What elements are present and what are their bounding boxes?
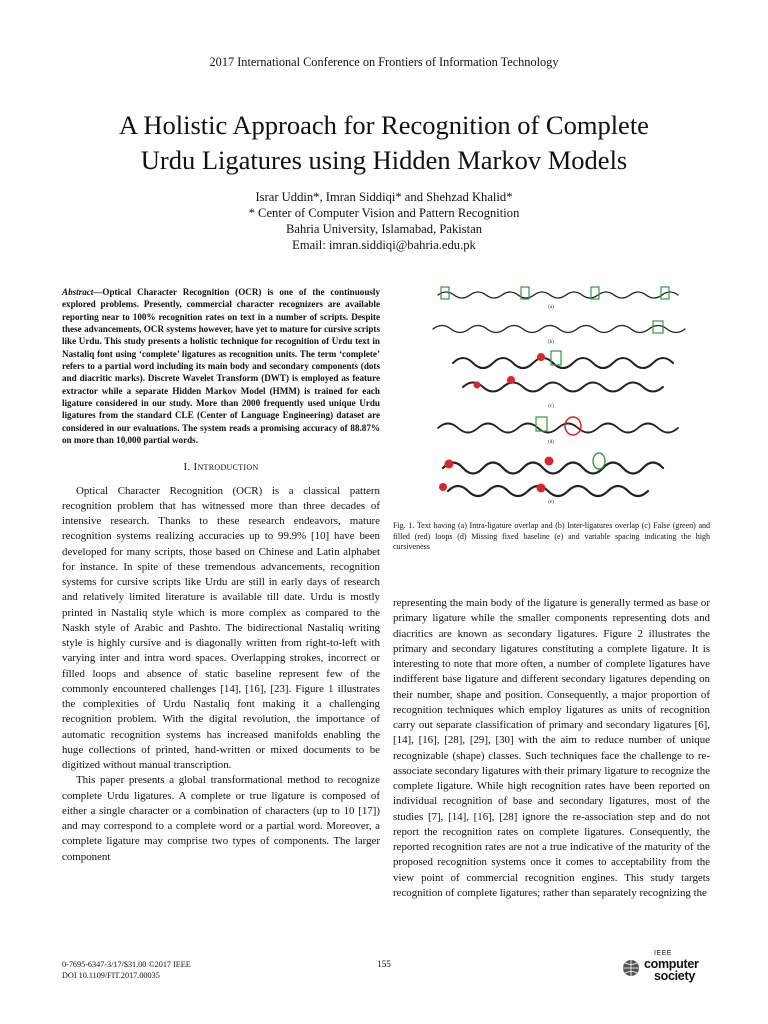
left-column	[62, 286, 380, 865]
paper-title	[40, 108, 728, 178]
logo-ieee-text: IEEE	[654, 950, 672, 957]
conference-header: 2017 International Conference on Frontiers of Information Technology	[209, 55, 559, 69]
author-email: Email: imran.siddiqi@bahria.edu.pk	[292, 238, 476, 252]
section-heading-introduction	[62, 460, 380, 475]
title-line-1: A Holistic Approach for Recognition of Complete	[119, 110, 649, 140]
figure-label-e: (e)	[548, 500, 554, 505]
intro-paragraph-1: Optical Character Recognition (OCR) is a classical pattern recognition problem that has witnessed more than three decades of intensive research. Thanks to these research endeavors, mature recognition systems realizing accuracies up to 99.9% [10] have been developed for many scripts, those based on Chinese and Latin alphabet for instance. In spite of these tremendous advancements, recognition systems for cursive scripts like Urdu are still in early days of research and relatively limited literature is available till date. Urdu is mostly printed in Nastaliq style which is more complex as compared to the Naskh style of Arabic and Pashto. The bidirectional Nastaliq writing style is highly cursive and is diagonally written from right-to-left with varying inter and intra word spaces. Overlapping strokes, incorrect or filled loops and absence of static baseline represent few of the commonly encountered challenges [14], [16], [23]. Figure 1 illustrates the complexities of Urdu Nastaliq font making it a challenging recognition problem. With the digital revolution, the importance of automatic recognition systems has increased manifolds enabling the huge collections of printed, hand-written or mixed documents to be digitized without manual transcription.	[62, 484, 380, 772]
logo-computer-text: computer	[644, 957, 699, 971]
figure-1-image	[393, 285, 710, 505]
logo-society-text: society	[654, 969, 695, 983]
ieee-computer-society-logo	[622, 950, 712, 984]
footer-doi: DOI 10.1109/FIT.2017.00035	[62, 971, 160, 980]
figure-1-urdu-examples	[393, 285, 710, 505]
affiliation-university: Bahria University, Islamabad, Pakistan	[285, 222, 483, 236]
title-line-2: Urdu Ligatures using Hidden Markov Models	[140, 145, 628, 175]
figure-label-b: (b)	[548, 340, 554, 345]
page-number: 155	[377, 959, 391, 969]
figure-label-d: (d)	[548, 440, 554, 445]
author-names: Israr Uddin*, Imran Siddiqi* and Shehzad Khalid*	[255, 190, 513, 204]
footer-isbn: 0-7695-6347-3/17/$31.00 ©2017 IEEE	[62, 960, 191, 969]
abstract	[62, 286, 380, 446]
intro-paragraph-2: This paper presents a global transformational method to recognize complete Urdu ligatures. A complete or true ligature is composed of either a single character or a combination of characters (up to 10 [17]) and may correspond to a complete word or a partial word. Moreover, a complete ligature may comprise two types of components. The larger component	[62, 774, 380, 863]
figure-1-caption: Fig. 1. Text having (a) Intra-ligature overlap and (b) Inter-ligatures overlap (c) False (green) and filled (red) loops (d) Missing fixed baseline (e) and variable spacing indicating the high cursiveness	[393, 521, 710, 551]
globe-icon	[622, 959, 640, 977]
affiliation-center: * Center of Computer Vision and Pattern Recognition	[248, 206, 520, 220]
right-paragraph: representing the main body of the ligature is generally termed as base or primary ligature while the smaller components representing dots and diacritics are known as secondary ligatures. Figure 2 illustrates the primary and secondary ligatures constituting a complete ligature. It is interesting to note that more often, a number of complete ligatures have indifferent base ligature and different secondary ligatures depending on their number, shape and position. Consequently, a major proportion of recognition techniques which employ ligatures as units of recognition carry out separate classification of primary and secondary ligatures [6], [14], [16], [28], [29], [30] with the aim to reduce number of unique recognizable (shape) classes. Such techniques face the challenge to re-associate secondary ligatures with their primary ligature to recognize the complete ligature. While high recognition rates have been reported on individual recognition of base and secondary ligatures, most of the studies [7], [14], [16], [28] ignore the re-association step and do not report the recognition rates on complete ligatures. Consequently, the reported recognition rates are not a true indicative of the maturity of the proposed recognition systems once it comes to acceptability from the view point of commercial recognition engines. This study targets recognition of complete ligatures; rather than separately recognizing the	[393, 597, 710, 899]
section-title: Introduction	[193, 461, 259, 474]
right-column	[393, 596, 710, 901]
figure-label-c: (c)	[548, 404, 554, 409]
abstract-text: —Optical Character Recognition (OCR) is one of the continuously explored problems. Presently, commercial character recognizers are available reporting near to 100% recognition rates on text in a number of scripts. Despite these advancements, OCR systems however, have yet to mature for cursive scripts like Urdu. This study presents a holistic technique for recognition of Urdu text in Nastaliq font using ‘complete’ ligatures as recognition units. The term ‘complete’ refers to a partial word including its main body and secondary components (dots and diacritic marks). Discrete Wavelet Transform (DWT) is employed as feature extractor while a separate Hidden Markov Model (HMM) is trained for each ligature considered in our study. More than 2000 frequently used unique Urdu ligatures from the standard CLE (Center of Language Engineering) dataset are considered in our evaluations. The system reads a promising accuracy of 88.87% on more than 10,000 partial words.	[62, 287, 380, 446]
section-number: I.	[183, 461, 194, 474]
author-block	[0, 189, 768, 253]
figure-label-a: (a)	[548, 305, 554, 310]
abstract-label: Abstract	[62, 287, 94, 297]
